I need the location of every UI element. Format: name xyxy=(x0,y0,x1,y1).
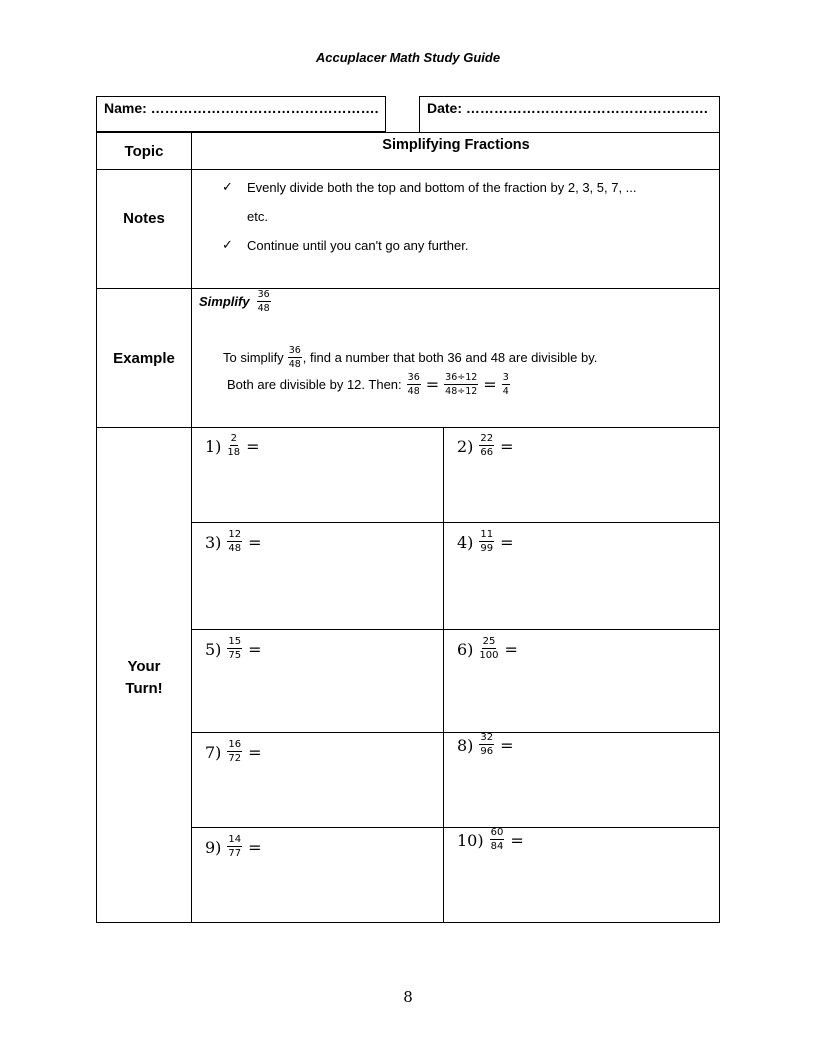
checkmark-icon: ✓ xyxy=(222,237,233,252)
equals-sign: = xyxy=(246,436,260,456)
problem-fraction xyxy=(490,828,505,852)
fraction-denominator: 66 xyxy=(480,447,494,458)
fraction-numerator: 32 xyxy=(480,732,494,743)
problem-6 xyxy=(457,637,518,661)
problem-fraction xyxy=(479,434,494,458)
problem-number: 3) xyxy=(205,532,222,552)
problem-10 xyxy=(457,828,524,852)
fraction-denominator: 77 xyxy=(228,848,242,859)
divider xyxy=(419,96,720,97)
example-text-prefix: To simplify xyxy=(223,350,284,365)
divider xyxy=(96,169,720,170)
divider xyxy=(96,132,97,923)
note-item-1-continued: etc. xyxy=(247,209,268,224)
divider xyxy=(96,96,97,132)
problem-fraction xyxy=(479,530,494,554)
fraction-numerator: 15 xyxy=(228,636,242,647)
fraction-denominator: 48÷12 xyxy=(445,385,478,397)
document-title: Accuplacer Math Study Guide xyxy=(315,50,501,65)
equals-sign: = xyxy=(510,830,524,850)
fraction-numerator: 2 xyxy=(230,433,237,444)
fraction-numerator: 16 xyxy=(228,739,242,750)
fraction-denominator: 100 xyxy=(479,650,499,661)
fraction-numerator: 25 xyxy=(482,636,496,647)
equals-sign: = xyxy=(500,436,514,456)
example-step-fraction xyxy=(502,373,510,396)
fraction-numerator: 36 xyxy=(407,372,420,383)
equals-sign: = xyxy=(248,837,262,857)
problem-9 xyxy=(205,835,262,859)
topic-value: Simplifying Fractions xyxy=(382,137,530,153)
equals-sign: = xyxy=(248,639,262,659)
example-step-fraction xyxy=(407,373,421,396)
fraction-numerator: 36 xyxy=(257,289,270,300)
fraction-numerator: 22 xyxy=(480,433,494,444)
problem-number: 5) xyxy=(205,639,222,659)
example-line-2 xyxy=(227,373,510,396)
fraction-denominator: 48 xyxy=(407,385,420,397)
problem-7 xyxy=(205,740,262,764)
example-label: Example xyxy=(113,350,175,367)
problem-fraction xyxy=(227,740,242,764)
equals-sign: = xyxy=(483,375,497,394)
example-fraction xyxy=(257,290,271,313)
divider xyxy=(96,922,720,923)
problem-2 xyxy=(457,434,514,458)
fraction-numerator: 60 xyxy=(490,827,504,838)
fraction-numerator: 36÷12 xyxy=(445,372,478,383)
fraction-denominator: 48 xyxy=(228,543,242,554)
problem-number: 9) xyxy=(205,837,222,857)
example-line-1 xyxy=(223,346,597,369)
problem-fraction xyxy=(479,733,494,757)
problem-number: 2) xyxy=(457,436,474,456)
problem-number: 6) xyxy=(457,639,474,659)
simplify-prompt xyxy=(199,290,271,313)
problem-fraction xyxy=(479,637,498,661)
equals-sign: = xyxy=(504,639,518,659)
example-text-suffix: , find a number that both 36 and 48 are divisible by. xyxy=(302,350,598,365)
equals-sign: = xyxy=(500,735,514,755)
divider xyxy=(191,132,192,923)
fraction-denominator: 4 xyxy=(502,385,509,397)
problem-5 xyxy=(205,637,262,661)
problem-number: 4) xyxy=(457,532,474,552)
fraction-denominator: 72 xyxy=(228,753,242,764)
problem-number: 7) xyxy=(205,742,222,762)
your-turn-label xyxy=(96,656,192,700)
equals-sign: = xyxy=(248,742,262,762)
fraction-numerator: 36 xyxy=(288,345,301,356)
problem-fraction xyxy=(227,637,242,661)
problem-number: 10) xyxy=(457,830,484,850)
topic-label: Topic xyxy=(124,143,164,160)
problem-4 xyxy=(457,530,514,554)
divider xyxy=(192,827,720,828)
problem-fraction xyxy=(227,434,240,458)
note-item-1: Evenly divide both the top and bottom of the fraction by 2, 3, 5, 7, ... xyxy=(247,180,637,195)
note-item-2: Continue until you can't go any further. xyxy=(247,238,469,253)
page-number: 8 xyxy=(403,988,413,1006)
divider xyxy=(719,132,720,923)
fraction-denominator: 99 xyxy=(480,543,494,554)
your-turn-label-line-1: Your xyxy=(127,658,161,675)
notes-label: Notes xyxy=(123,210,165,227)
date-field: Date: ……………………………………………. xyxy=(427,100,708,116)
fraction-denominator: 48 xyxy=(257,302,270,314)
divider xyxy=(719,96,720,132)
divider xyxy=(192,732,720,733)
divider xyxy=(443,427,444,923)
fraction-denominator: 48 xyxy=(288,358,301,370)
problem-3 xyxy=(205,530,262,554)
equals-sign: = xyxy=(500,532,514,552)
problem-fraction xyxy=(227,530,242,554)
fraction-numerator: 14 xyxy=(228,834,242,845)
divider xyxy=(419,96,420,132)
example-step-fraction xyxy=(444,373,478,396)
equals-sign: = xyxy=(248,532,262,552)
problem-number: 1) xyxy=(205,436,222,456)
divider xyxy=(385,96,386,132)
simplify-label: Simplify xyxy=(199,294,250,309)
your-turn-label-line-2: Turn! xyxy=(125,680,163,697)
example-text-2: Both are divisible by 12. Then: xyxy=(227,377,402,392)
divider xyxy=(96,288,720,289)
fraction-numerator: 3 xyxy=(502,372,509,383)
divider xyxy=(96,96,386,97)
divider xyxy=(96,427,720,428)
divider xyxy=(96,132,720,133)
problem-number: 8) xyxy=(457,735,474,755)
divider xyxy=(192,522,720,523)
fraction-denominator: 84 xyxy=(490,841,504,852)
problem-8 xyxy=(457,733,514,757)
fraction-denominator: 18 xyxy=(227,447,241,458)
checkmark-icon: ✓ xyxy=(222,179,233,194)
name-field: Name: …………………………………………. xyxy=(104,100,379,116)
fraction-denominator: 96 xyxy=(480,746,494,757)
divider xyxy=(192,629,720,630)
fraction-denominator: 75 xyxy=(228,650,242,661)
problem-fraction xyxy=(227,835,242,859)
example-inline-fraction xyxy=(288,346,302,369)
equals-sign: = xyxy=(425,375,440,394)
fraction-numerator: 12 xyxy=(228,529,242,540)
problem-1 xyxy=(205,434,260,458)
fraction-numerator: 11 xyxy=(480,529,494,540)
